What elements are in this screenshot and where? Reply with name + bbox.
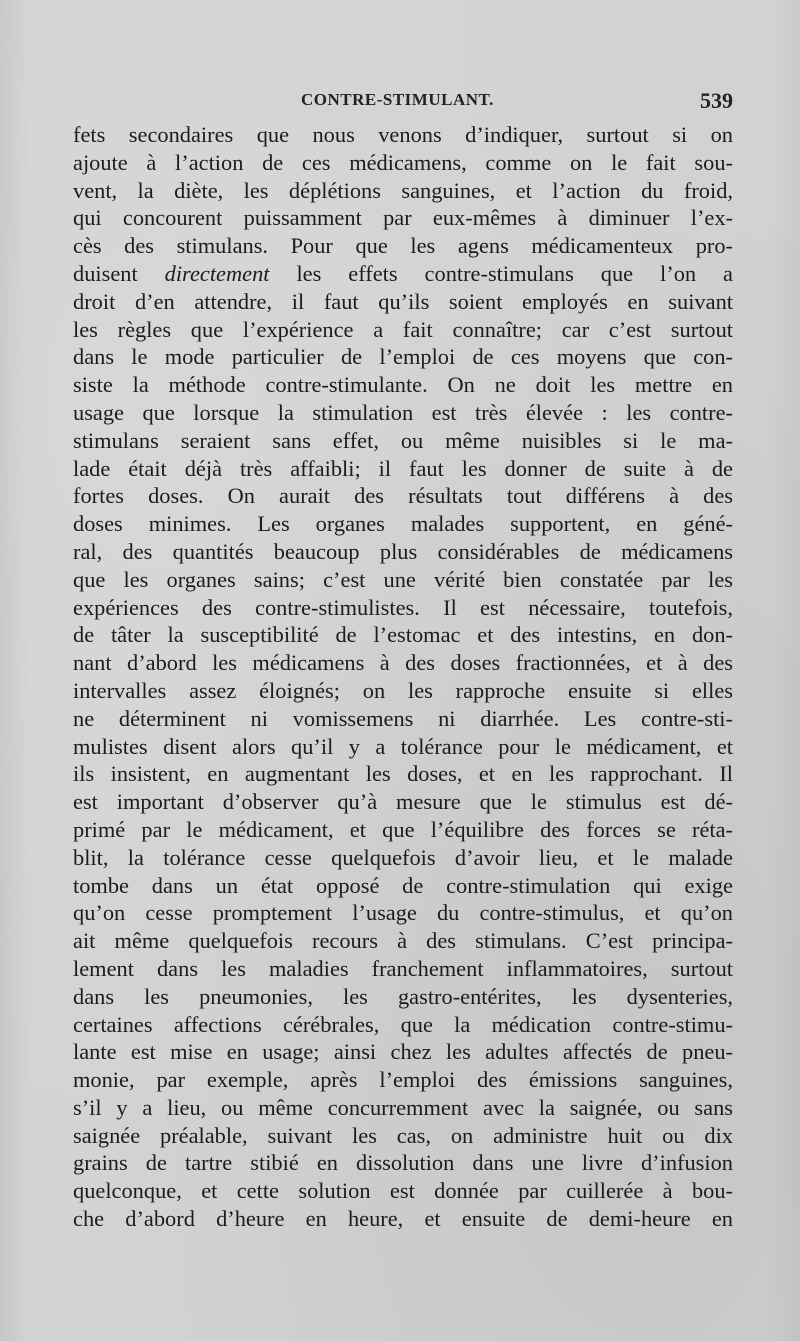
text-line: primé par le médicament, et que l’équilibre des forces se réta- <box>73 816 733 842</box>
page-header <box>73 90 733 118</box>
text-line: che d’abord d’heure en heure, et ensuite de demi-heure en <box>73 1206 733 1232</box>
text-line: ral, des quantités beaucoup plus considérables de médicamens <box>73 538 733 564</box>
text-line: ajoute à l’action de ces médicamens, comme on le fait sou- <box>73 149 733 175</box>
text-line: saignée préalable, suivant les cas, on administre huit ou dix <box>73 1122 733 1148</box>
text-line: de tâter la susceptibilité de l’estomac et des intestins, en don- <box>73 622 733 648</box>
text-line: expériences des contre-stimulistes. Il est nécessaire, toutefois, <box>73 594 733 620</box>
text-line: nant d’abord les médicamens à des doses fractionnées, et à des <box>73 650 733 676</box>
text-line: dans le mode particulier de l’emploi de ces moyens que con- <box>73 344 733 370</box>
text-line: monie, par exemple, après l’emploi des émissions sanguines, <box>73 1067 733 1093</box>
text-line: grains de tartre stibié en dissolution dans une livre d’infusion <box>73 1150 733 1176</box>
text-line: cès des stimulans. Pour que les agens médicamenteux pro- <box>73 233 733 259</box>
text-line: fets secondaires que nous venons d’indiquer, surtout si on <box>73 122 733 147</box>
text-line: certaines affections cérébrales, que la médication contre-stimu- <box>73 1011 733 1037</box>
text-line: les règles que l’expérience a fait connaître; car c’est surtout <box>73 316 733 342</box>
text-line: lade était déjà très affaibli; il faut les donner de suite à de <box>73 455 733 481</box>
text-line: est important d’observer qu’à mesure que le stimulus est dé- <box>73 789 733 815</box>
text-line: usage que lorsque la stimulation est très élevée : les contre- <box>73 399 733 425</box>
text-line: que les organes sains; c’est une vérité bien constatée par les <box>73 566 733 592</box>
page-number: 539 <box>700 88 733 113</box>
text-line: doses minimes. Les organes malades supportent, en géné- <box>73 511 733 537</box>
text-line: s’il y a lieu, ou même concurremment avec la saignée, ou sans <box>73 1094 733 1120</box>
text-line: dans les pneumonies, les gastro-entérites, les dysenteries, <box>73 983 733 1009</box>
text-line: siste la méthode contre-stimulante. On ne doit les mettre en <box>73 372 733 398</box>
text-line: droit d’en attendre, il faut qu’ils soient employés en suivant <box>73 288 733 314</box>
text-line: duisent directement les effets contre-stimulans que l’on a <box>73 260 733 286</box>
text-line: ait même quelquefois recours à des stimulans. C’est principa- <box>73 928 733 954</box>
text-line: ne déterminent ni vomissemens ni diarrhée. Les contre-sti- <box>73 705 733 731</box>
text-line: vent, la diète, les déplétions sanguines, et l’action du froid, <box>73 177 733 203</box>
text-line: quelconque, et cette solution est donnée par cuillerée à bou- <box>73 1178 733 1204</box>
text-line: ils insistent, en augmentant les doses, et en les rapprochant. Il <box>73 761 733 787</box>
text-line: fortes doses. On aurait des résultats tout différens à des <box>73 483 733 509</box>
text-line: tombe dans un état opposé de contre-stimulation qui exige <box>73 872 733 898</box>
text-line: qu’on cesse promptement l’usage du contre-stimulus, et qu’on <box>73 900 733 926</box>
text-line: lement dans les maladies franchement inflammatoires, surtout <box>73 955 733 981</box>
text-line: qui concourent puissamment par eux-mêmes à diminuer l’ex- <box>73 205 733 231</box>
text-line: intervalles assez éloignés; on les rapproche ensuite si elles <box>73 677 733 703</box>
text-line: lante est mise en usage; ainsi chez les adultes affectés de pneu- <box>73 1039 733 1065</box>
text-line: mulistes disent alors qu’il y a tolérance pour le médicament, et <box>73 733 733 759</box>
text-line: stimulans seraient sans effet, ou même nuisibles si le ma- <box>73 427 733 453</box>
body-text <box>73 121 733 1233</box>
text-line: blit, la tolérance cesse quelquefois d’avoir lieu, et le malade <box>73 844 733 870</box>
running-head: CONTRE-STIMULANT. <box>301 90 494 109</box>
